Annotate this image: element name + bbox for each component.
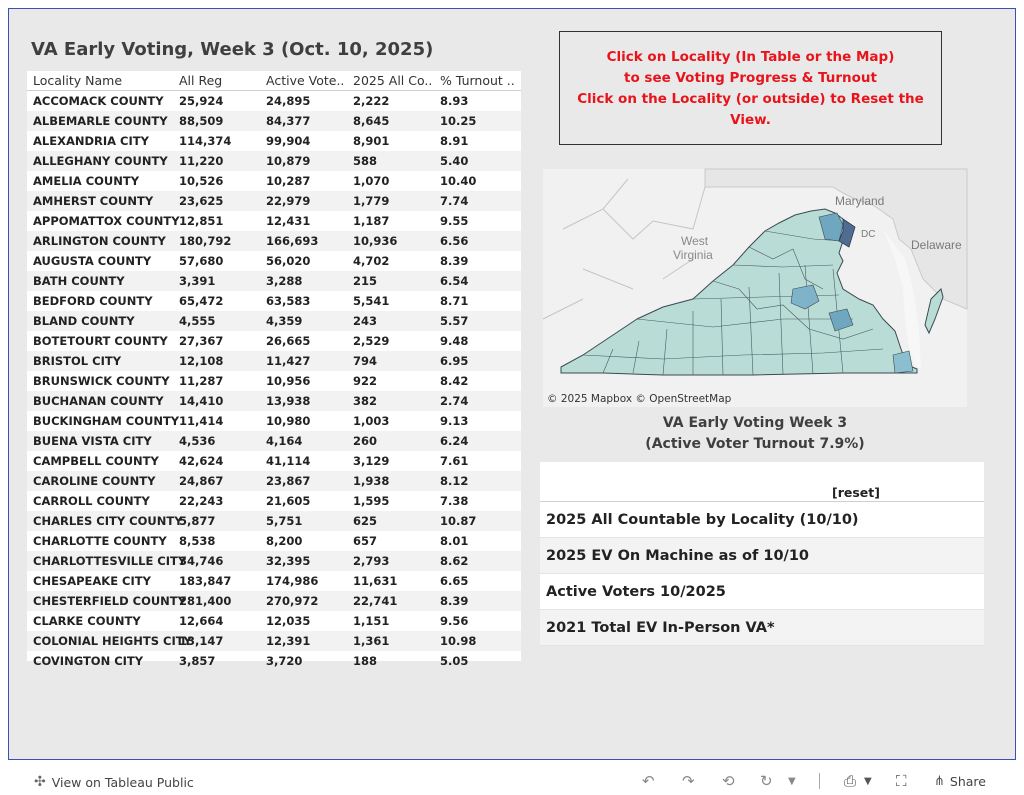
- map-canvas[interactable]: [543, 169, 967, 407]
- label-dc: DC: [861, 229, 876, 240]
- table-row[interactable]: [27, 391, 521, 411]
- cell-all-countable: 2,222: [353, 94, 390, 108]
- metrics-panel: [540, 462, 984, 646]
- cell-active-voters: 10,956: [266, 374, 311, 388]
- revert-icon[interactable]: ⟲: [722, 772, 735, 790]
- label-west-virginia-2: Virginia: [673, 248, 713, 262]
- cell-locality-name[interactable]: CAROLINE COUNTY: [33, 474, 156, 488]
- cell-active-voters: 99,904: [266, 134, 311, 148]
- cell-active-voters: 10,980: [266, 414, 311, 428]
- cell-all-countable: 22,741: [353, 594, 398, 608]
- table-row[interactable]: [27, 531, 521, 551]
- instruction-line-1: Click on Locality (In Table or the Map): [606, 49, 895, 65]
- share-button[interactable]: [934, 774, 986, 789]
- header-active-voters[interactable]: Active Vote..: [266, 73, 345, 88]
- cell-pct-turnout: 8.39: [440, 594, 469, 608]
- cell-locality-name[interactable]: CHARLOTTE COUNTY: [33, 534, 167, 548]
- header-2025-all-countable[interactable]: 2025 All Co..: [353, 73, 433, 88]
- cell-locality-name[interactable]: CHARLES CITY COUNTY: [33, 514, 183, 528]
- cell-pct-turnout: 6.24: [440, 434, 469, 448]
- cell-all-countable: 8,901: [353, 134, 390, 148]
- cell-locality-name[interactable]: AUGUSTA COUNTY: [33, 254, 152, 268]
- cell-all-reg: 8,538: [179, 534, 216, 548]
- metric-all-countable[interactable]: 2025 All Countable by Locality (10/10): [540, 502, 984, 538]
- cell-active-voters: 5,751: [266, 514, 303, 528]
- cell-all-reg: 5,877: [179, 514, 216, 528]
- cell-all-countable: 1,595: [353, 494, 390, 508]
- cell-active-voters: 270,972: [266, 594, 319, 608]
- table-row[interactable]: [27, 271, 521, 291]
- table-header: [27, 71, 521, 91]
- table-row[interactable]: [27, 211, 521, 231]
- cell-locality-name[interactable]: CHARLOTTESVILLE CITY: [33, 554, 187, 568]
- cell-locality-name[interactable]: APPOMATTOX COUNTY: [33, 214, 180, 228]
- cell-pct-turnout: 6.54: [440, 274, 469, 288]
- label-west-virginia-1: West: [681, 234, 709, 248]
- cell-all-countable: 11,631: [353, 574, 398, 588]
- table-row[interactable]: [27, 351, 521, 371]
- cell-active-voters: 3,288: [266, 274, 303, 288]
- label-maryland: Maryland: [835, 194, 885, 208]
- table-body: [27, 91, 521, 671]
- metric-active-voters[interactable]: Active Voters 10/2025: [540, 574, 984, 610]
- cell-all-countable: 1,187: [353, 214, 390, 228]
- cell-all-reg: 22,243: [179, 494, 224, 508]
- cell-active-voters: 10,287: [266, 174, 311, 188]
- cell-all-reg: 114,374: [179, 134, 232, 148]
- cell-all-reg: 11,414: [179, 414, 224, 428]
- cell-active-voters: 4,164: [266, 434, 303, 448]
- cell-all-reg: 88,509: [179, 114, 224, 128]
- cell-locality-name[interactable]: COVINGTON CITY: [33, 654, 144, 668]
- cell-active-voters: 4,359: [266, 314, 303, 328]
- cell-all-reg: 13,147: [179, 634, 224, 648]
- table-row[interactable]: [27, 631, 521, 651]
- cell-all-countable: 657: [353, 534, 378, 548]
- map-caption-line-2: (Active Voter Turnout 7.9%): [645, 436, 865, 452]
- cell-active-voters: 21,605: [266, 494, 311, 508]
- cell-all-reg: 4,555: [179, 314, 216, 328]
- map-caption-line-1: VA Early Voting Week 3: [662, 415, 848, 431]
- dashboard-title: VA Early Voting, Week 3 (Oct. 10, 2025): [31, 39, 434, 60]
- cell-pct-turnout: 8.42: [440, 374, 469, 388]
- cell-pct-turnout: 6.95: [440, 354, 469, 368]
- cell-locality-name[interactable]: CLARKE COUNTY: [33, 614, 141, 628]
- cell-all-reg: 281,400: [179, 594, 232, 608]
- cell-active-voters: 41,114: [266, 454, 311, 468]
- cell-locality-name[interactable]: AMELIA COUNTY: [33, 174, 140, 188]
- cell-locality-name[interactable]: ARLINGTON COUNTY: [33, 234, 166, 248]
- cell-all-countable: 382: [353, 394, 378, 408]
- cell-pct-turnout: 9.56: [440, 614, 469, 628]
- label-delaware: Delaware: [911, 238, 962, 252]
- redo-icon[interactable]: ↷: [682, 772, 695, 790]
- cell-locality-name[interactable]: BRISTOL CITY: [33, 354, 122, 368]
- cell-locality-name[interactable]: ALLEGHANY COUNTY: [33, 154, 168, 168]
- cell-all-countable: 215: [353, 274, 378, 288]
- cell-pct-turnout: 10.40: [440, 174, 477, 188]
- cell-pct-turnout: 6.56: [440, 234, 469, 248]
- cell-active-voters: 22,979: [266, 194, 311, 208]
- cell-all-reg: 23,625: [179, 194, 224, 208]
- metric-2021-total-ev[interactable]: 2021 Total EV In-Person VA*: [540, 610, 984, 646]
- cell-active-voters: 13,938: [266, 394, 311, 408]
- cell-all-countable: 1,361: [353, 634, 390, 648]
- table-row[interactable]: [27, 131, 521, 151]
- cell-all-countable: 4,702: [353, 254, 390, 268]
- cell-active-voters: 84,377: [266, 114, 311, 128]
- view-on-tableau-link[interactable]: [34, 774, 194, 790]
- cell-pct-turnout: 10.87: [440, 514, 477, 528]
- header-all-reg[interactable]: All Reg: [179, 73, 223, 88]
- cell-pct-turnout: 8.93: [440, 94, 469, 108]
- cell-locality-name[interactable]: BLAND COUNTY: [33, 314, 135, 328]
- cell-active-voters: 32,395: [266, 554, 311, 568]
- table-row[interactable]: [27, 571, 521, 591]
- cell-pct-turnout: 5.40: [440, 154, 469, 168]
- cell-locality-name[interactable]: BOTETOURT COUNTY: [33, 334, 168, 348]
- cell-all-reg: 180,792: [179, 234, 232, 248]
- cell-all-reg: 12,851: [179, 214, 224, 228]
- share-label: Share: [949, 774, 986, 789]
- tableau-toolbar: [0, 765, 1024, 795]
- cell-pct-turnout: 9.48: [440, 334, 469, 348]
- download-dropdown-icon[interactable]: ▼: [864, 776, 872, 787]
- cell-all-countable: 8,645: [353, 114, 390, 128]
- cell-pct-turnout: 5.05: [440, 654, 469, 668]
- download-icon[interactable]: ⎙: [844, 772, 857, 790]
- cell-locality-name[interactable]: AMHERST COUNTY: [33, 194, 154, 208]
- table-row[interactable]: [27, 411, 521, 431]
- table-row[interactable]: [27, 191, 521, 211]
- cell-active-voters: 63,583: [266, 294, 311, 308]
- cell-all-countable: 5,541: [353, 294, 390, 308]
- table-row[interactable]: [27, 171, 521, 191]
- table-row[interactable]: [27, 451, 521, 471]
- cell-pct-turnout: 9.13: [440, 414, 469, 428]
- cell-all-reg: 11,220: [179, 154, 224, 168]
- table-row[interactable]: [27, 591, 521, 611]
- cell-locality-name[interactable]: BEDFORD COUNTY: [33, 294, 153, 308]
- cell-pct-turnout: 8.01: [440, 534, 469, 548]
- table-row[interactable]: [27, 551, 521, 571]
- cell-all-countable: 588: [353, 154, 378, 168]
- reset-button[interactable]: [reset]: [832, 485, 880, 500]
- cell-all-countable: 2,529: [353, 334, 390, 348]
- tableau-logo-icon: ✣: [34, 774, 46, 790]
- cell-locality-name[interactable]: BUCHANAN COUNTY: [33, 394, 164, 408]
- table-row[interactable]: [27, 111, 521, 131]
- cell-locality-name[interactable]: BUENA VISTA CITY: [33, 434, 152, 448]
- cell-all-countable: 243: [353, 314, 378, 328]
- virginia-map[interactable]: [543, 169, 967, 407]
- cell-active-voters: 3,720: [266, 654, 303, 668]
- metric-ev-on-machine[interactable]: 2025 EV On Machine as of 10/10: [540, 538, 984, 574]
- cell-pct-turnout: 7.61: [440, 454, 469, 468]
- cell-all-reg: 27,367: [179, 334, 224, 348]
- reset-row: [540, 462, 984, 502]
- cell-active-voters: 26,665: [266, 334, 311, 348]
- cell-all-countable: 10,936: [353, 234, 398, 248]
- cell-active-voters: 24,895: [266, 94, 311, 108]
- cell-pct-turnout: 8.39: [440, 254, 469, 268]
- table-row[interactable]: [27, 471, 521, 491]
- cell-locality-name[interactable]: ALBEMARLE COUNTY: [33, 114, 168, 128]
- table-row[interactable]: [27, 611, 521, 631]
- cell-all-reg: 14,410: [179, 394, 224, 408]
- table-row[interactable]: [27, 431, 521, 451]
- cell-pct-turnout: 8.12: [440, 474, 469, 488]
- cell-locality-name[interactable]: BUCKINGHAM COUNTY: [33, 414, 180, 428]
- cell-locality-name[interactable]: BATH COUNTY: [33, 274, 125, 288]
- cell-all-reg: 25,924: [179, 94, 224, 108]
- instruction-line-3: Click on the Locality (or outside) to Reset the View.: [577, 91, 924, 128]
- cell-all-countable: 1,938: [353, 474, 390, 488]
- cell-pct-turnout: 2.74: [440, 394, 469, 408]
- table-row[interactable]: [27, 151, 521, 171]
- table-row[interactable]: [27, 231, 521, 251]
- table-row[interactable]: [27, 371, 521, 391]
- cell-pct-turnout: 6.65: [440, 574, 469, 588]
- cell-locality-name[interactable]: ACCOMACK COUNTY: [33, 94, 164, 108]
- cell-all-reg: 42,624: [179, 454, 224, 468]
- cell-locality-name[interactable]: CARROLL COUNTY: [33, 494, 150, 508]
- cell-all-countable: 188: [353, 654, 378, 668]
- cell-pct-turnout: 7.74: [440, 194, 469, 208]
- cell-pct-turnout: 7.38: [440, 494, 469, 508]
- cell-active-voters: 11,427: [266, 354, 311, 368]
- map-caption: [543, 413, 967, 455]
- cell-pct-turnout: 10.25: [440, 114, 477, 128]
- view-on-tableau-label: View on Tableau Public: [51, 774, 194, 790]
- cell-all-countable: 2,793: [353, 554, 390, 568]
- cell-active-voters: 56,020: [266, 254, 311, 268]
- table-row[interactable]: [27, 291, 521, 311]
- table-row[interactable]: [27, 311, 521, 331]
- cell-pct-turnout: 10.98: [440, 634, 477, 648]
- cell-all-countable: 1,151: [353, 614, 390, 628]
- cell-locality-name[interactable]: BRUNSWICK COUNTY: [33, 374, 170, 388]
- cell-active-voters: 12,391: [266, 634, 311, 648]
- cell-all-reg: 57,680: [179, 254, 224, 268]
- undo-icon[interactable]: ↶: [642, 772, 655, 790]
- cell-all-countable: 625: [353, 514, 378, 528]
- cell-all-countable: 260: [353, 434, 378, 448]
- header-pct-turnout[interactable]: % Turnout ..: [440, 73, 515, 88]
- cell-active-voters: 10,879: [266, 154, 311, 168]
- refresh-icon[interactable]: ↻: [760, 772, 773, 790]
- cell-all-reg: 65,472: [179, 294, 224, 308]
- cell-all-reg: 10,526: [179, 174, 224, 188]
- cell-pct-turnout: 9.55: [440, 214, 469, 228]
- cell-all-countable: 1,070: [353, 174, 390, 188]
- table-row[interactable]: [27, 511, 521, 531]
- toolbar-separator: [819, 773, 820, 789]
- refresh-dropdown-icon[interactable]: ▼: [788, 776, 796, 787]
- cell-all-countable: 3,129: [353, 454, 390, 468]
- map-attribution[interactable]: © 2025 Mapbox © OpenStreetMap: [547, 393, 732, 405]
- fullscreen-icon[interactable]: ⛶: [896, 772, 907, 790]
- share-icon: ⋔: [934, 774, 945, 789]
- cell-locality-name[interactable]: CHESTERFIELD COUNTY: [33, 594, 186, 608]
- cell-all-countable: 1,779: [353, 194, 390, 208]
- cell-active-voters: 166,693: [266, 234, 319, 248]
- cell-active-voters: 23,867: [266, 474, 311, 488]
- cell-all-countable: 794: [353, 354, 378, 368]
- cell-locality-name[interactable]: CHESAPEAKE CITY: [33, 574, 151, 588]
- cell-pct-turnout: 5.57: [440, 314, 469, 328]
- cell-all-reg: 34,746: [179, 554, 224, 568]
- cell-all-reg: 183,847: [179, 574, 232, 588]
- cell-all-reg: 3,857: [179, 654, 216, 668]
- cell-active-voters: 12,431: [266, 214, 311, 228]
- table-row[interactable]: [27, 91, 521, 111]
- cell-active-voters: 12,035: [266, 614, 311, 628]
- locality-table[interactable]: [27, 71, 521, 668]
- table-row[interactable]: [27, 251, 521, 271]
- table-row[interactable]: [27, 651, 521, 671]
- instruction-line-2: to see Voting Progress & Turnout: [623, 70, 877, 86]
- cell-all-reg: 4,536: [179, 434, 216, 448]
- cell-locality-name[interactable]: COLONIAL HEIGHTS CITY: [33, 634, 192, 648]
- cell-all-reg: 24,867: [179, 474, 224, 488]
- cell-locality-name[interactable]: CAMPBELL COUNTY: [33, 454, 159, 468]
- cell-pct-turnout: 8.62: [440, 554, 469, 568]
- cell-active-voters: 8,200: [266, 534, 303, 548]
- instructions-box: [559, 31, 942, 145]
- cell-all-reg: 12,664: [179, 614, 224, 628]
- cell-pct-turnout: 8.71: [440, 294, 469, 308]
- cell-all-reg: 11,287: [179, 374, 224, 388]
- cell-locality-name[interactable]: ALEXANDRIA CITY: [33, 134, 149, 148]
- table-row[interactable]: [27, 491, 521, 511]
- table-row[interactable]: [27, 331, 521, 351]
- cell-all-reg: 3,391: [179, 274, 216, 288]
- header-locality-name[interactable]: Locality Name: [33, 73, 123, 88]
- cell-all-countable: 1,003: [353, 414, 390, 428]
- cell-pct-turnout: 8.91: [440, 134, 469, 148]
- cell-all-countable: 922: [353, 374, 378, 388]
- cell-all-reg: 12,108: [179, 354, 224, 368]
- cell-active-voters: 174,986: [266, 574, 319, 588]
- dashboard-frame: [8, 8, 1016, 760]
